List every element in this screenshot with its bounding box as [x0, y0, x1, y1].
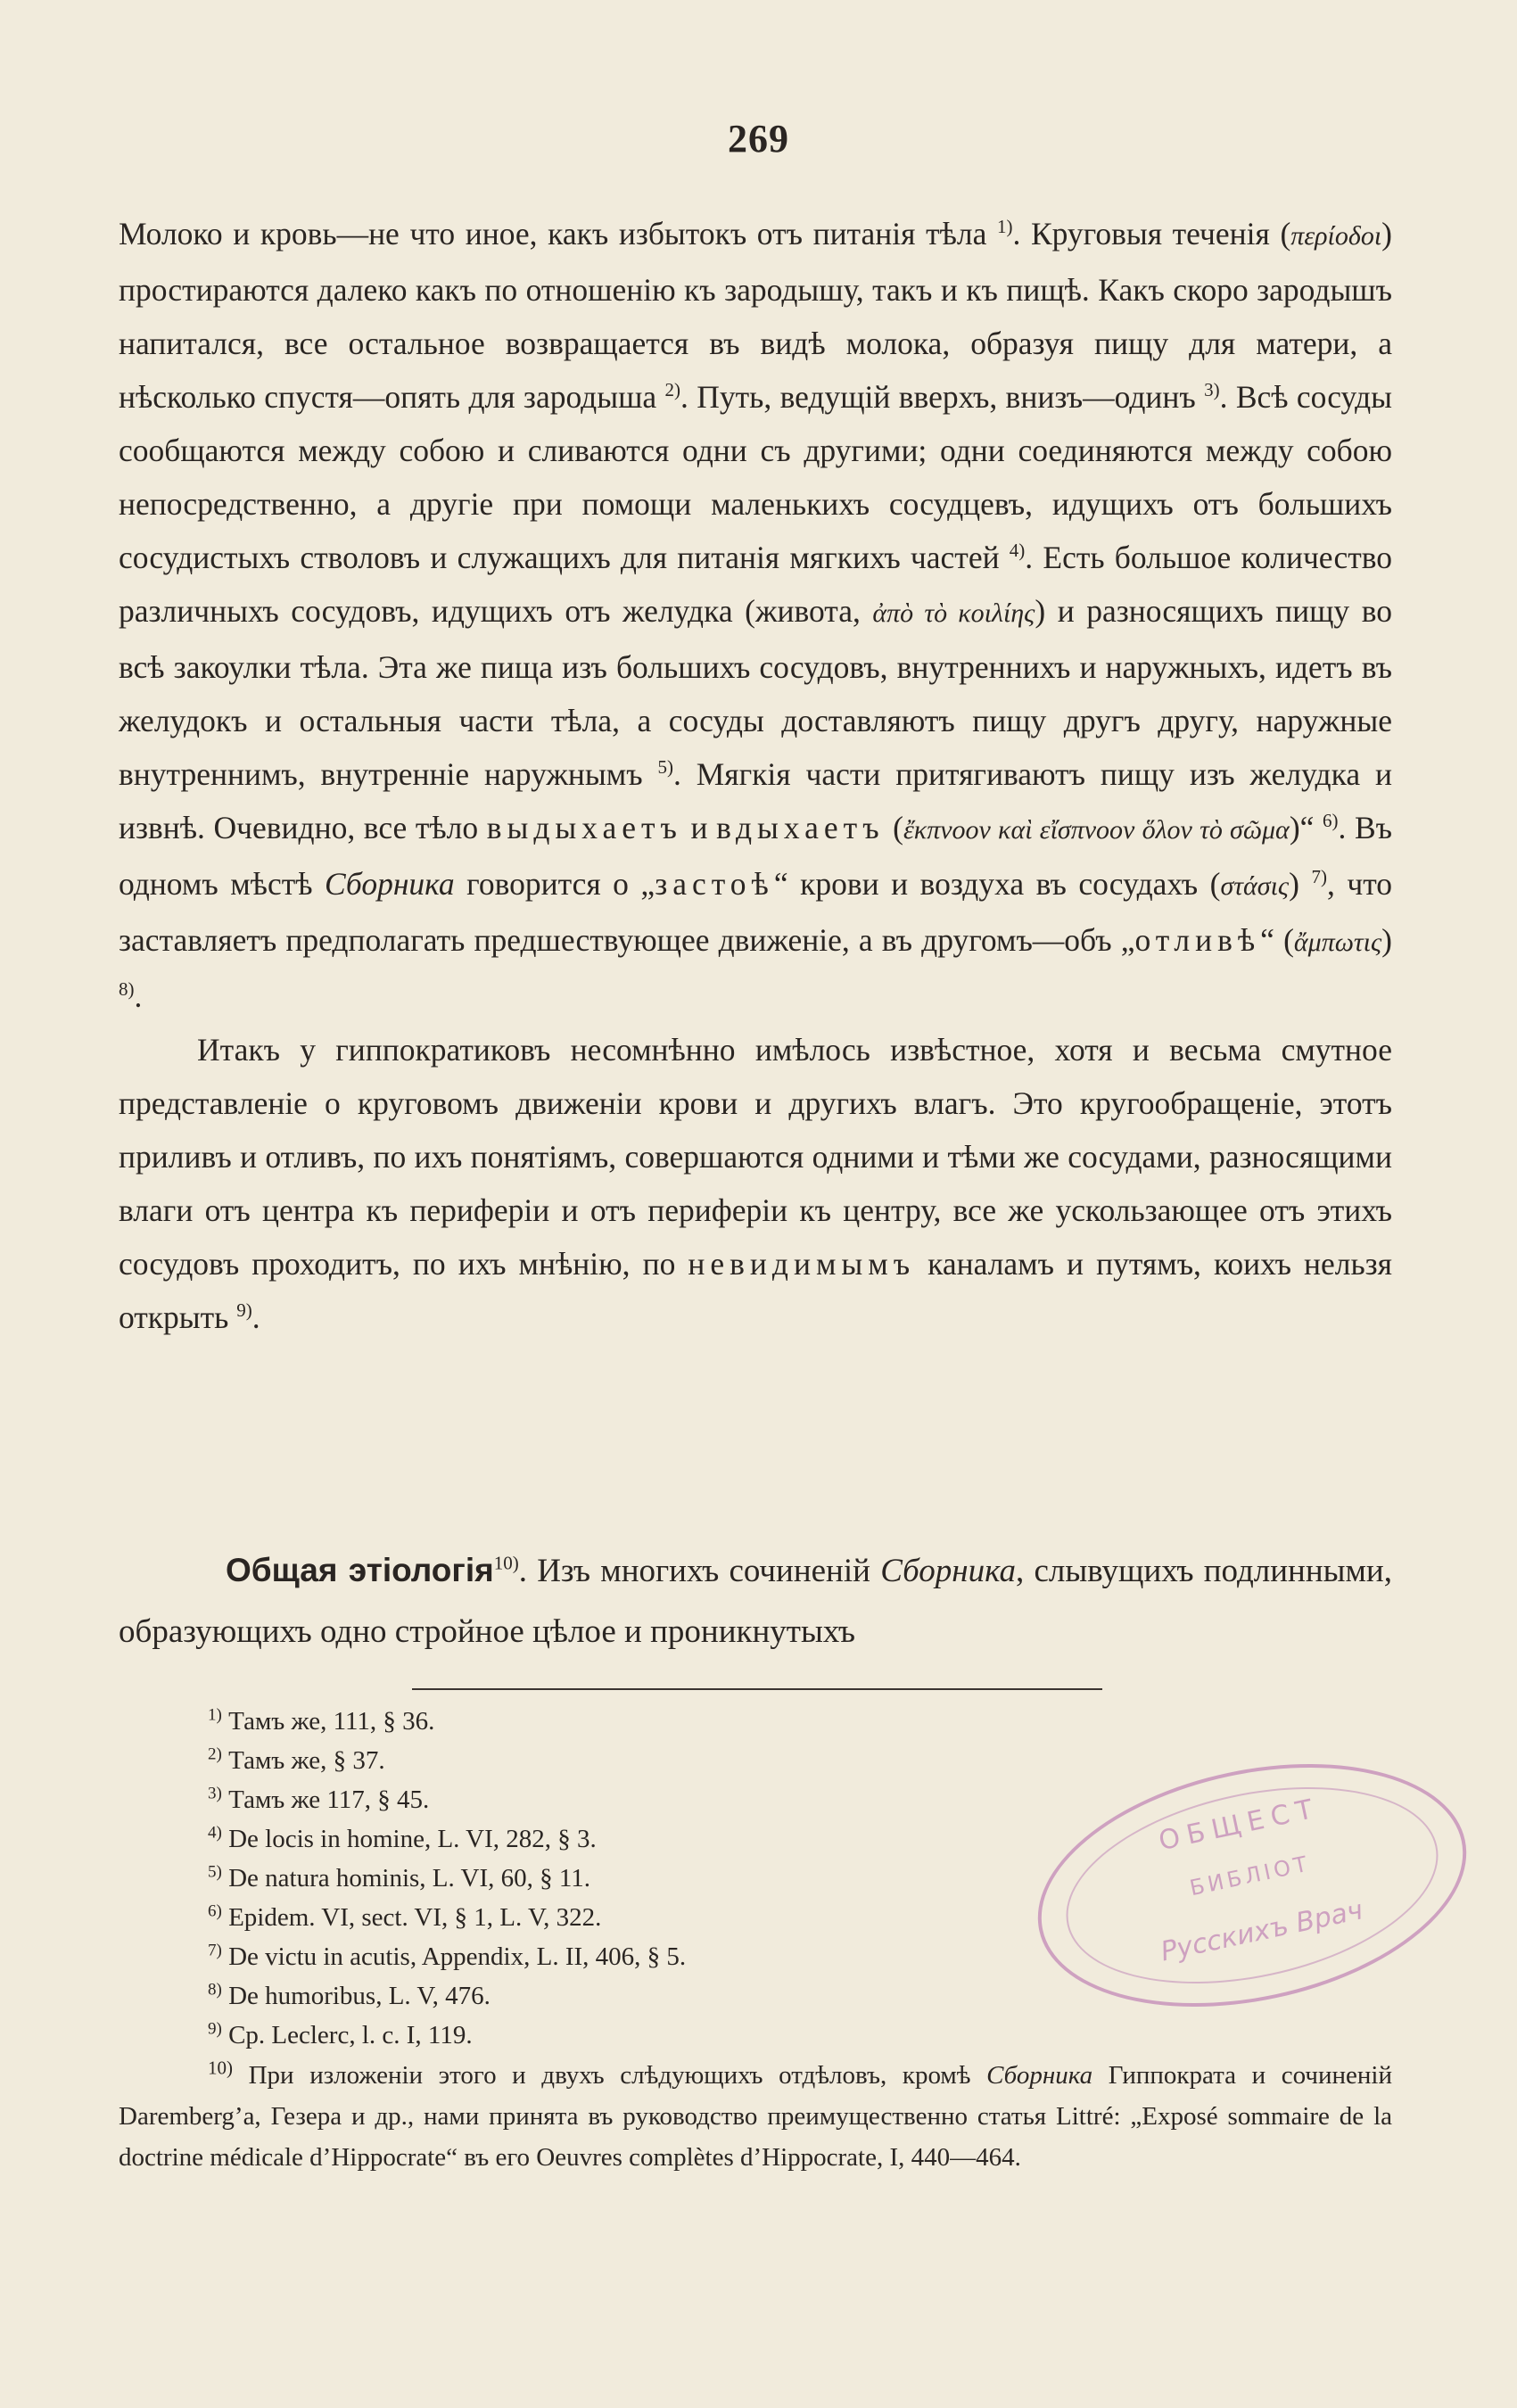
text-run: Молоко и кровь—не что иное, какъ избытокъ отъ питанія тѣла	[119, 216, 997, 252]
paragraph-etiology	[119, 1540, 1392, 1662]
footnote-text: Тамъ же, 111, § 36.	[228, 1707, 435, 1736]
text-run: .	[251, 1299, 260, 1335]
text-run: “ крови и воздуха въ сосудахъ (	[773, 866, 1221, 902]
section-etiology	[119, 1540, 1392, 1662]
spaced-term: вдыхаетъ	[716, 810, 885, 845]
greek-term: περίοδοι	[1290, 221, 1382, 251]
footnote-ref-10: 10)	[493, 1552, 519, 1574]
text-run: . Есть большое количество различныхъ сосудовъ, идущихъ отъ желудка (живота,	[119, 540, 1392, 629]
footnote-text: Тамъ же, § 37.	[228, 1746, 385, 1775]
spaced-term: невидимымъ	[688, 1246, 916, 1282]
footnote-ref-6: 6)	[1322, 810, 1339, 832]
footnote-mark: 7)	[208, 1941, 222, 1960]
footnote-text: Тамъ же 117, § 45.	[228, 1785, 430, 1814]
text-run: говорится о „	[454, 866, 655, 902]
text-run: , что заставляетъ предполагать предшествующее движеніе, а въ другомъ—объ „	[119, 866, 1392, 958]
spaced-term: застоѣ	[655, 866, 774, 902]
text-run: )	[1381, 922, 1392, 958]
footnote-9	[119, 2016, 1392, 2055]
stamp-line-2: БИБЛІОТ	[1187, 1851, 1313, 1901]
footnote-text: Ср. Leclerc, l. c. I, 119.	[228, 2021, 473, 2049]
text-run: . Круговыя теченія (	[1012, 216, 1291, 252]
text-run: . Всѣ сосуды сообщаются между собою и сливаются одни съ другими; одни соединяются между собою непосредственно, а другіе при помощи маленькихъ сосудцевъ, идущихъ отъ большихъ сосудистыхъ стволовъ и служащихъ для питанія мягкихъ частей	[119, 379, 1392, 575]
footnote-ref-5: 5)	[657, 756, 673, 779]
footnote-mark: 1)	[208, 1705, 222, 1725]
footnote-ref-9: 9)	[236, 1299, 252, 1322]
spaced-term: отливѣ	[1134, 922, 1261, 958]
spaced-term: выдыхаетъ	[486, 810, 682, 845]
footnote-ref-3: 3)	[1204, 379, 1220, 401]
footnote-mark: 2)	[208, 1744, 222, 1764]
footnote-text: Гиппократа и сочиненій Daremberg’a, Гезера и др., нами принята въ руководство преимущественно статья Littré: „Exposé sommaire de la doctrine médicale d’Hippocrate“ въ его Oeuvres complètes d’Hippocrate, I, 440—464.	[119, 2061, 1392, 2172]
footnote-ref-1: 1)	[996, 216, 1013, 238]
footnote-ref-7: 7)	[1311, 866, 1327, 888]
text-run: (	[884, 810, 903, 845]
text-run: )“	[1289, 810, 1323, 845]
text-run: . Путь, ведущій вверхъ, внизъ—одинъ	[680, 379, 1205, 415]
footnote-text: De victu in acutis, Appendix, L. II, 406, § 5.	[228, 1942, 687, 1971]
text-run: ) простираются далеко какъ по отношенію къ зародышу, такъ и къ пищѣ. Какъ скоро зародышъ напитался, все остальное возвращается въ видѣ молока, образуя пищу для матери, а нѣсколько спустя—опять для зародыша	[119, 216, 1392, 415]
footnote-ref-8: 8)	[119, 978, 135, 1001]
footnote-text: При изложеніи этого и двухъ слѣдующихъ отдѣловъ, кромѣ	[233, 2061, 987, 2090]
text-run: ) и разносящихъ пищу во всѣ закоулки тѣла. Эта же пища изъ большихъ сосудовъ, внутреннихъ и наружныхъ, идетъ въ желудокъ и остальныя части тѣла, а сосуды доставляютъ пищу другъ другу, наружные внутреннимъ, внутренніе наружнымъ	[119, 593, 1392, 792]
text-run: .	[134, 978, 143, 1014]
footnote-mark: 8)	[208, 1980, 222, 2000]
greek-term: ἄμπωτις	[1293, 928, 1382, 957]
footnote-text: Epidem. VI, sect. VI, § 1, L. V, 322.	[228, 1903, 602, 1932]
footnote-1	[119, 1702, 1392, 1741]
stamp-line-3: Русскихъ Врач	[1158, 1894, 1366, 1968]
greek-term: ἔκπνοον καὶ εἴσπνοον ὅλον τὸ σῶμα	[903, 815, 1290, 845]
footnote-mark: 6)	[208, 1901, 222, 1921]
italic-term: Сборника	[986, 2061, 1093, 2090]
footnote-text: De natura hominis, L. VI, 60, § 11.	[228, 1864, 591, 1893]
footnote-mark: 3)	[208, 1784, 222, 1803]
paragraph-circulation	[119, 207, 1392, 1023]
text-run: Итакъ у гиппократиковъ несомнѣнно имѣлось извѣстное, хотя и весьма смутное представленіе о круговомъ движеніи крови и другихъ влагъ. Это кругообращеніе, этотъ приливъ и отливъ, по ихъ понятіямъ, совершаются одними и тѣми же сосудами, разносящими влаги отъ центра къ периферіи и отъ периферіи къ центру, все же ускользающее отъ этихъ сосудовъ проходитъ, по ихъ мнѣнію, по	[119, 1032, 1392, 1282]
footnote-2	[119, 1741, 1392, 1780]
main-text	[119, 207, 1392, 1344]
footnote-text: De locis in homine, L. VI, 282, § 3.	[228, 1825, 597, 1853]
text-run: , слывущихъ подлинными, образующихъ одно стройное цѣлое и проникнутыхъ	[119, 1553, 1392, 1650]
footnote-ref-4: 4)	[1009, 540, 1026, 562]
text-run: . Въ одномъ мѣстѣ	[119, 810, 1392, 902]
text-run: )	[1289, 866, 1312, 902]
footnote-divider	[412, 1688, 1102, 1690]
footnote-mark: 4)	[208, 1823, 222, 1843]
text-run: и	[681, 810, 717, 845]
footnote-mark: 5)	[208, 1862, 222, 1882]
italic-term: Сборника	[325, 866, 455, 902]
footnote-mark: 10)	[208, 2057, 233, 2079]
footnote-mark: 9)	[208, 2019, 222, 2039]
text-run: “ (	[1260, 922, 1294, 958]
italic-term: Сборника	[880, 1553, 1016, 1589]
section-heading: Общая этіологія	[226, 1552, 494, 1588]
text-run: . Мягкія части притягиваютъ пищу изъ желудка и извнѣ. Очевидно, все тѣло	[119, 756, 1392, 845]
footnote-10	[119, 2055, 1392, 2178]
page-number: 269	[728, 117, 789, 161]
text-run: каналамъ и путямъ, коихъ нельзя открыть	[119, 1246, 1393, 1335]
paragraph-summary	[119, 1023, 1392, 1344]
greek-term: στάσις	[1220, 871, 1290, 901]
footnote-text: De humoribus, L. V, 476.	[228, 1982, 491, 2010]
text-run: . Изъ многихъ сочиненій	[518, 1553, 881, 1589]
footnote-ref-2: 2)	[664, 379, 681, 401]
stamp-line-1: ОБЩЕСТ	[1156, 1792, 1323, 1858]
greek-term: ἀπὸ τὸ κοιλίης	[872, 598, 1035, 628]
